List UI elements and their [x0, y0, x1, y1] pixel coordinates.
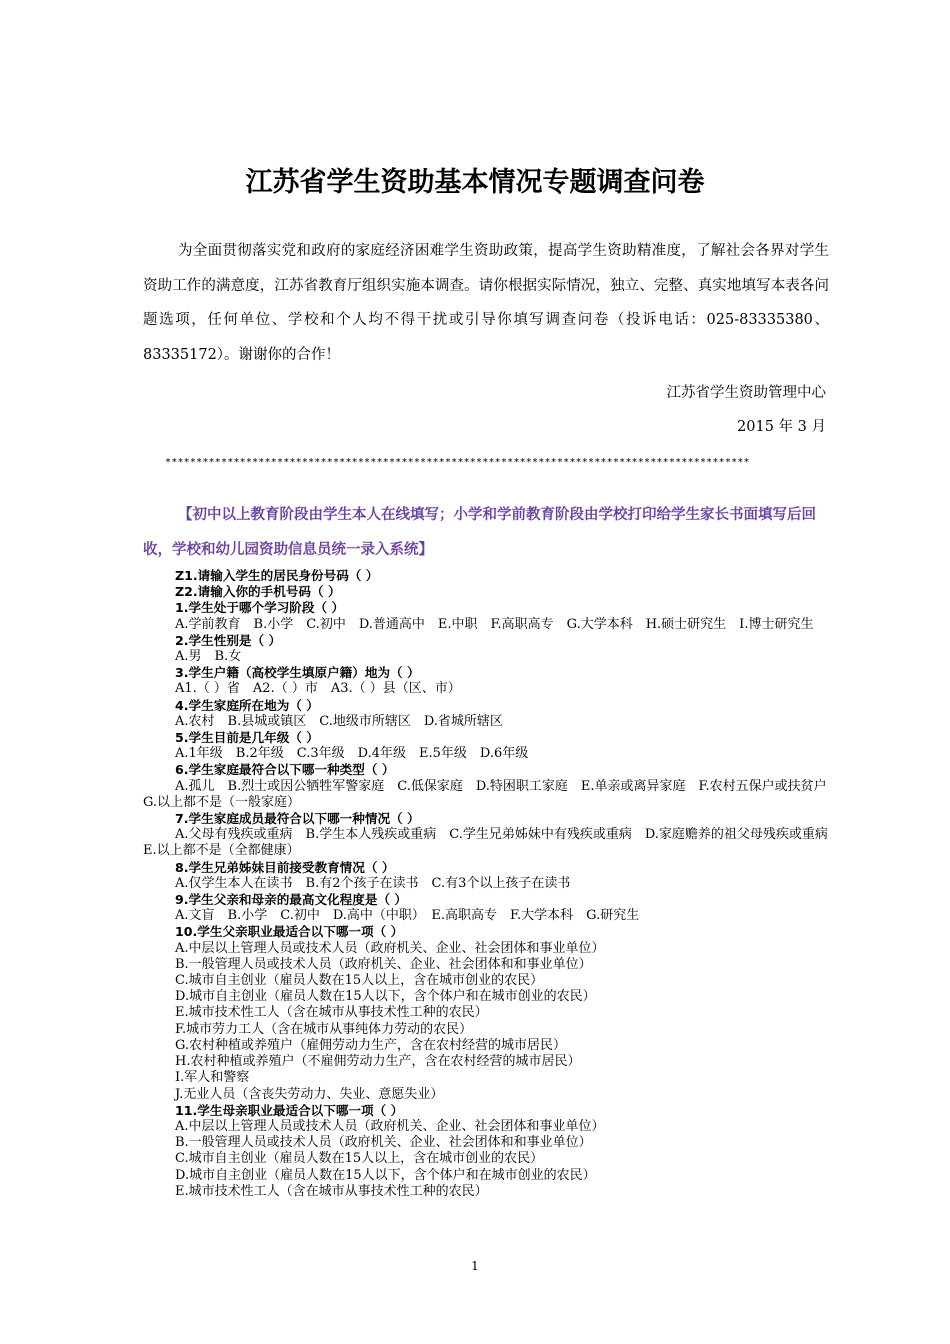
- question-3: 2.学生性别是（ ）: [175, 632, 282, 648]
- question-11-option-3: D.城市自主创业（雇员人数在15人以下，含个体户和在城市创业的农民）: [175, 989, 596, 1005]
- question-11-option-0: A.中层以上管理人员或技术人员（政府机关、企业、社会团体和事业单位）: [175, 940, 605, 956]
- question-list: [143, 568, 841, 1200]
- signature-date: 2015 年 3 月: [737, 419, 826, 435]
- question-2: 1.学生处于哪个学习阶段（ ）: [175, 600, 345, 616]
- question-12-option-3: D.城市自主创业（雇员人数在15人以下，含个体户和在城市创业的农民）: [175, 1167, 596, 1183]
- question-12: 11.学生母亲职业最适合以下哪一项（ ）: [175, 1102, 404, 1118]
- question-11-option-8: I.军人和警察: [175, 1070, 250, 1086]
- question-12-option-4: E.城市技术性工人（含在城市从事技术性工种的农民）: [175, 1183, 488, 1199]
- page-title: 江苏省学生资助基本情况专题调查问卷: [245, 167, 705, 198]
- question-11-option-1: B.一般管理人员或技术人员（政府机关、企业、社会团体和和事业单位）: [175, 956, 592, 972]
- question-1: Z2.请输入你的手机号码（ ）: [175, 584, 341, 600]
- question-11-option-5: F.城市劳力工人（含在城市从事纯体力劳动的农民）: [175, 1021, 473, 1037]
- question-11: 10.学生父亲职业最适合以下哪一项（ ）: [175, 924, 404, 940]
- question-8-option-0: A.父母有残疾或重病 B.学生本人残疾或重病 C.学生兄弟姊妹中有残疾或重病 D.家庭赡养的祖父母残疾或重病 E.以上都不是（全都健康）: [143, 827, 841, 859]
- question-2-option-0: A.学前教育 B.小学 C.初中 D.普通高中 E.中职 F.高职高专 G.大学本科 H.硕士研究生 I.博士研究生: [175, 616, 814, 632]
- question-4-option-0: A1.（ ）省 A2.（ ）市 A3.（ ）县（区、市）: [175, 681, 461, 697]
- intro-paragraph: 为全面贯彻落实党和政府的家庭经济困难学生资助政策，提高学生资助精准度，了解社会各界对学生资助工作的满意度，江苏省教育厅组织实施本调查。请你根据实际情况，独立、完整、真实地填写本表各问题选项，任何单位、学校和个人均不得干扰或引导你填写调查问卷（投诉电话：025-83335380、83335172）。谢谢你的合作！: [143, 243, 829, 363]
- question-11-option-9: J.无业人员（含丧失劳动力、失业、意愿失业）: [175, 1086, 444, 1102]
- separator-line: **********************************************************************************************: [165, 457, 750, 468]
- question-12-option-2: C.城市自主创业（雇员人数在15人以上，含在城市创业的农民）: [175, 1151, 544, 1167]
- question-11-option-6: G.农村种植或养殖户（雇佣劳动力生产，含在农村经营的城市居民）: [175, 1037, 567, 1053]
- page-number: 1: [471, 1259, 479, 1273]
- question-11-option-4: E.城市技术性工人（含在城市从事技术性工种的农民）: [175, 1005, 488, 1021]
- question-5: 4.学生家庭所在地为（ ）: [175, 697, 319, 713]
- question-3-option-0: A.男 B.女: [175, 649, 242, 665]
- question-8: 7.学生家庭成员最符合以下哪一种情况（ ）: [175, 811, 420, 827]
- question-11-option-7: H.农村种植或养殖户（不雇佣劳动力生产，含在农村经营的城市居民）: [175, 1054, 581, 1070]
- notice-text: 【初中以上教育阶段由学生本人在线填写；小学和学前教育阶段由学校打印给学生家长书面填写后回收，学校和幼儿园资助信息员统一录入系统】: [143, 507, 816, 558]
- question-4: 3.学生户籍（高校学生填原户籍）地为（ ）: [175, 665, 420, 681]
- question-10-option-0: A.文盲 B.小学 C.初中 D.高中（中职） E.高职高专 F.大学本科 G.研究生: [175, 908, 640, 924]
- question-9-option-0: A.仅学生本人在读书 B.有2个孩子在读书 C.有3个以上孩子在读书: [175, 875, 571, 891]
- signature-org: 江苏省学生资助管理中心: [666, 385, 826, 401]
- question-12-option-1: B.一般管理人员或技术人员（政府机关、企业、社会团体和和事业单位）: [175, 1135, 592, 1151]
- question-5-option-0: A.农村 B.县城或镇区 C.地级市所辖区 D.省城所辖区: [175, 713, 503, 729]
- question-12-option-0: A.中层以上管理人员或技术人员（政府机关、企业、社会团体和事业单位）: [175, 1118, 605, 1134]
- question-7-option-0: A.孤儿 B.烈士或因公牺牲军警家庭 C.低保家庭 D.特困职工家庭 E.单亲或离异家庭 F.农村五保户或扶贫户 G.以上都不是（一般家庭）: [143, 778, 840, 810]
- question-6: 5.学生目前是几年级（ ）: [175, 730, 319, 746]
- question-10: 9.学生父亲和母亲的最高文化程度是（ ）: [175, 892, 408, 908]
- question-11-option-2: C.城市自主创业（雇员人数在15人以上，含在城市创业的农民）: [175, 973, 544, 989]
- question-7: 6.学生家庭最符合以下哪一种类型（ ）: [175, 762, 395, 778]
- question-6-option-0: A.1年级 B.2年级 C.3年级 D.4年级 E.5年级 D.6年级: [175, 746, 529, 762]
- question-0: Z1.请输入学生的居民身份号码（ ）: [175, 568, 379, 583]
- question-9: 8.学生兄弟姊妹目前接受教育情况（ ）: [175, 859, 395, 875]
